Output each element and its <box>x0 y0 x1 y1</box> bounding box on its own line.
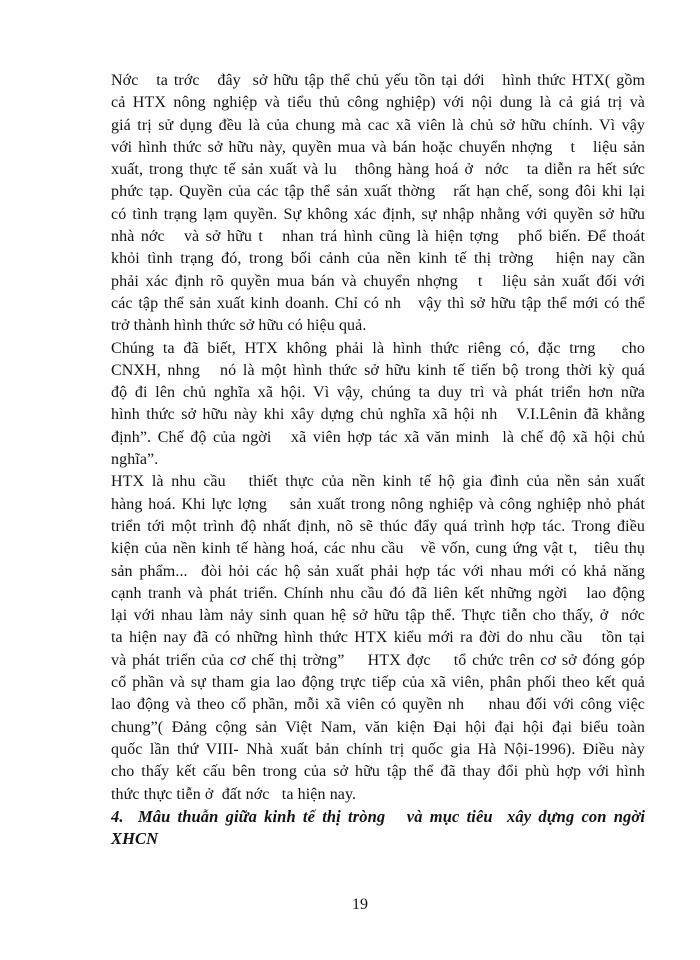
text-line: xuất, trong thực tế sản xuất và lu thông hàng hoá ở nớc ta diễn ra hết sức <box>111 161 645 179</box>
text-line: nghĩa”. <box>111 451 159 469</box>
text-line: HTX là nhu cầu thiết thực của nền kinh tế hộ gia đình của nền sản xuất <box>111 473 645 491</box>
text-line: hàng hoá. Khi lực lợng sản xuất trong nông nghiệp và công nghiệp nhỏ phát <box>111 495 645 513</box>
text-line: cổ phần và sự tham gia lao động trực tiếp của xã viên, phân phối theo kết quả <box>111 674 645 692</box>
text-line: chung”( Đảng cộng sản Việt Nam, văn kiện Đại hội đại hội đại biểu toàn <box>111 718 645 736</box>
text-line: và phát triển của cơ chế thị trờng” HTX đợc tổ chức trên cơ sở đóng góp <box>111 651 645 669</box>
text-line: cho thấy kết cấu bên trong của sở hữu tập thể đã thay đổi phù hợp với hình <box>111 763 645 781</box>
text-line: lại với nhau làm nảy sinh quan hệ sở hữu tập thể. Thực tiễn cho thấy, ở nớc <box>111 607 645 625</box>
text-line: Chúng ta đã biết, HTX không phải là hình thức riêng có, đặc trng cho <box>111 339 645 357</box>
section-heading <box>111 806 645 851</box>
text-line: định”. Chế độ của ngời xã viên hợp tác xã văn minh là chế độ xã hội chủ <box>111 428 645 446</box>
text-line: có tình trạng lạm quyền. Sự không xác định, sự nhập nhằng với quyền sở hữu <box>111 205 645 223</box>
text-line: cả HTX nông nghiệp và tiểu thủ công nghiệp) với nội dung là cả giá trị và <box>111 94 645 112</box>
text-line: thức thực tiễn ở đất nớc ta hiện nay. <box>111 785 357 803</box>
text-line: 4. Mâu thuẫn giữa kinh tế thị tròng và mục tiêu xây dựng con ngời <box>111 806 645 826</box>
text-line: các tập thể sản xuất kinh doanh. Chỉ có nh vậy thì sở hữu tập thể mới có thể <box>111 294 645 312</box>
text-line: phức tạp. Quyền của các tập thể sản xuất thờng rất hạn chế, song đôi khi lại <box>111 183 645 201</box>
text-line: cạnh tranh và phát triển. Chính nhu cầu đó đã liên kết những ngời lao động <box>111 584 645 602</box>
text-line: sản phẩm... đòi hỏi các hộ sản xuất phải hợp tác với nhau mới có khả năng <box>111 562 645 580</box>
text-line: CNXH, nhng nó là một hình thức sở hữu kinh tế tiến bộ trong thời kỳ quá <box>111 361 645 379</box>
text-line: quốc lần thứ VIII- Nhà xuất bản chính trị quốc gia Hà Nội-1996). Điều này <box>111 740 645 758</box>
text-line: hình thức sở hữu này khi xây dựng chủ nghĩa xã hội nh V.I.Lênin đã khẳng <box>111 406 645 424</box>
text-line: Nớc ta trớc đây sở hữu tập thể chủ yếu tồn tại dới hình thức HTX( gồm <box>111 72 645 89</box>
page-number: 19 <box>352 896 368 913</box>
paragraph <box>111 471 645 805</box>
text-line: phải xác định rõ quyền mua bán và chuyển nhợng t liệu sản xuất đối với <box>111 272 645 290</box>
document-body <box>111 70 645 850</box>
paragraph <box>111 338 645 472</box>
text-line: kiện của nền kinh tế hàng hoá, các nhu cầu về vốn, cung ứng vật t, tiêu thụ <box>111 540 645 558</box>
paragraph <box>111 70 645 338</box>
text-line: XHCN <box>111 829 159 849</box>
text-line: nhà nớc và sở hữu t nhan trá hình cũng là hiện tợng phổ biến. Để thoát <box>111 228 645 246</box>
text-line: khỏi tình trạng đó, trong bối cảnh của nền kinh tế thị trờng hiện nay cần <box>111 250 645 268</box>
text-line: ta hiện nay đã có những hình thức HTX kiểu mới ra đời do nhu cầu tồn tại <box>111 629 645 647</box>
text-line: với hình thức sở hữu này, quyền mua và bán hoặc chuyển nhợng t liệu sản <box>111 138 645 156</box>
text-line: độ đi lên chủ nghĩa xã hội. Vì vậy, chúng ta duy trì và phát triển hơn nữa <box>111 384 645 402</box>
text-line: triển tới một trình độ nhất định, nõ sẽ thúc đẩy quá trình hợp tác. Trong điều <box>111 517 645 535</box>
text-line: lao động và theo cổ phần, mỗi xã viên có quyền nh nhau đối với công việc <box>111 696 645 714</box>
text-line: giá trị sử dụng đều là của chung mà cac xã viên là chủ sở hữu chính. Vì vậy <box>111 116 645 134</box>
text-line: trở thành hình thức sở hữu có hiệu quả. <box>111 317 367 335</box>
